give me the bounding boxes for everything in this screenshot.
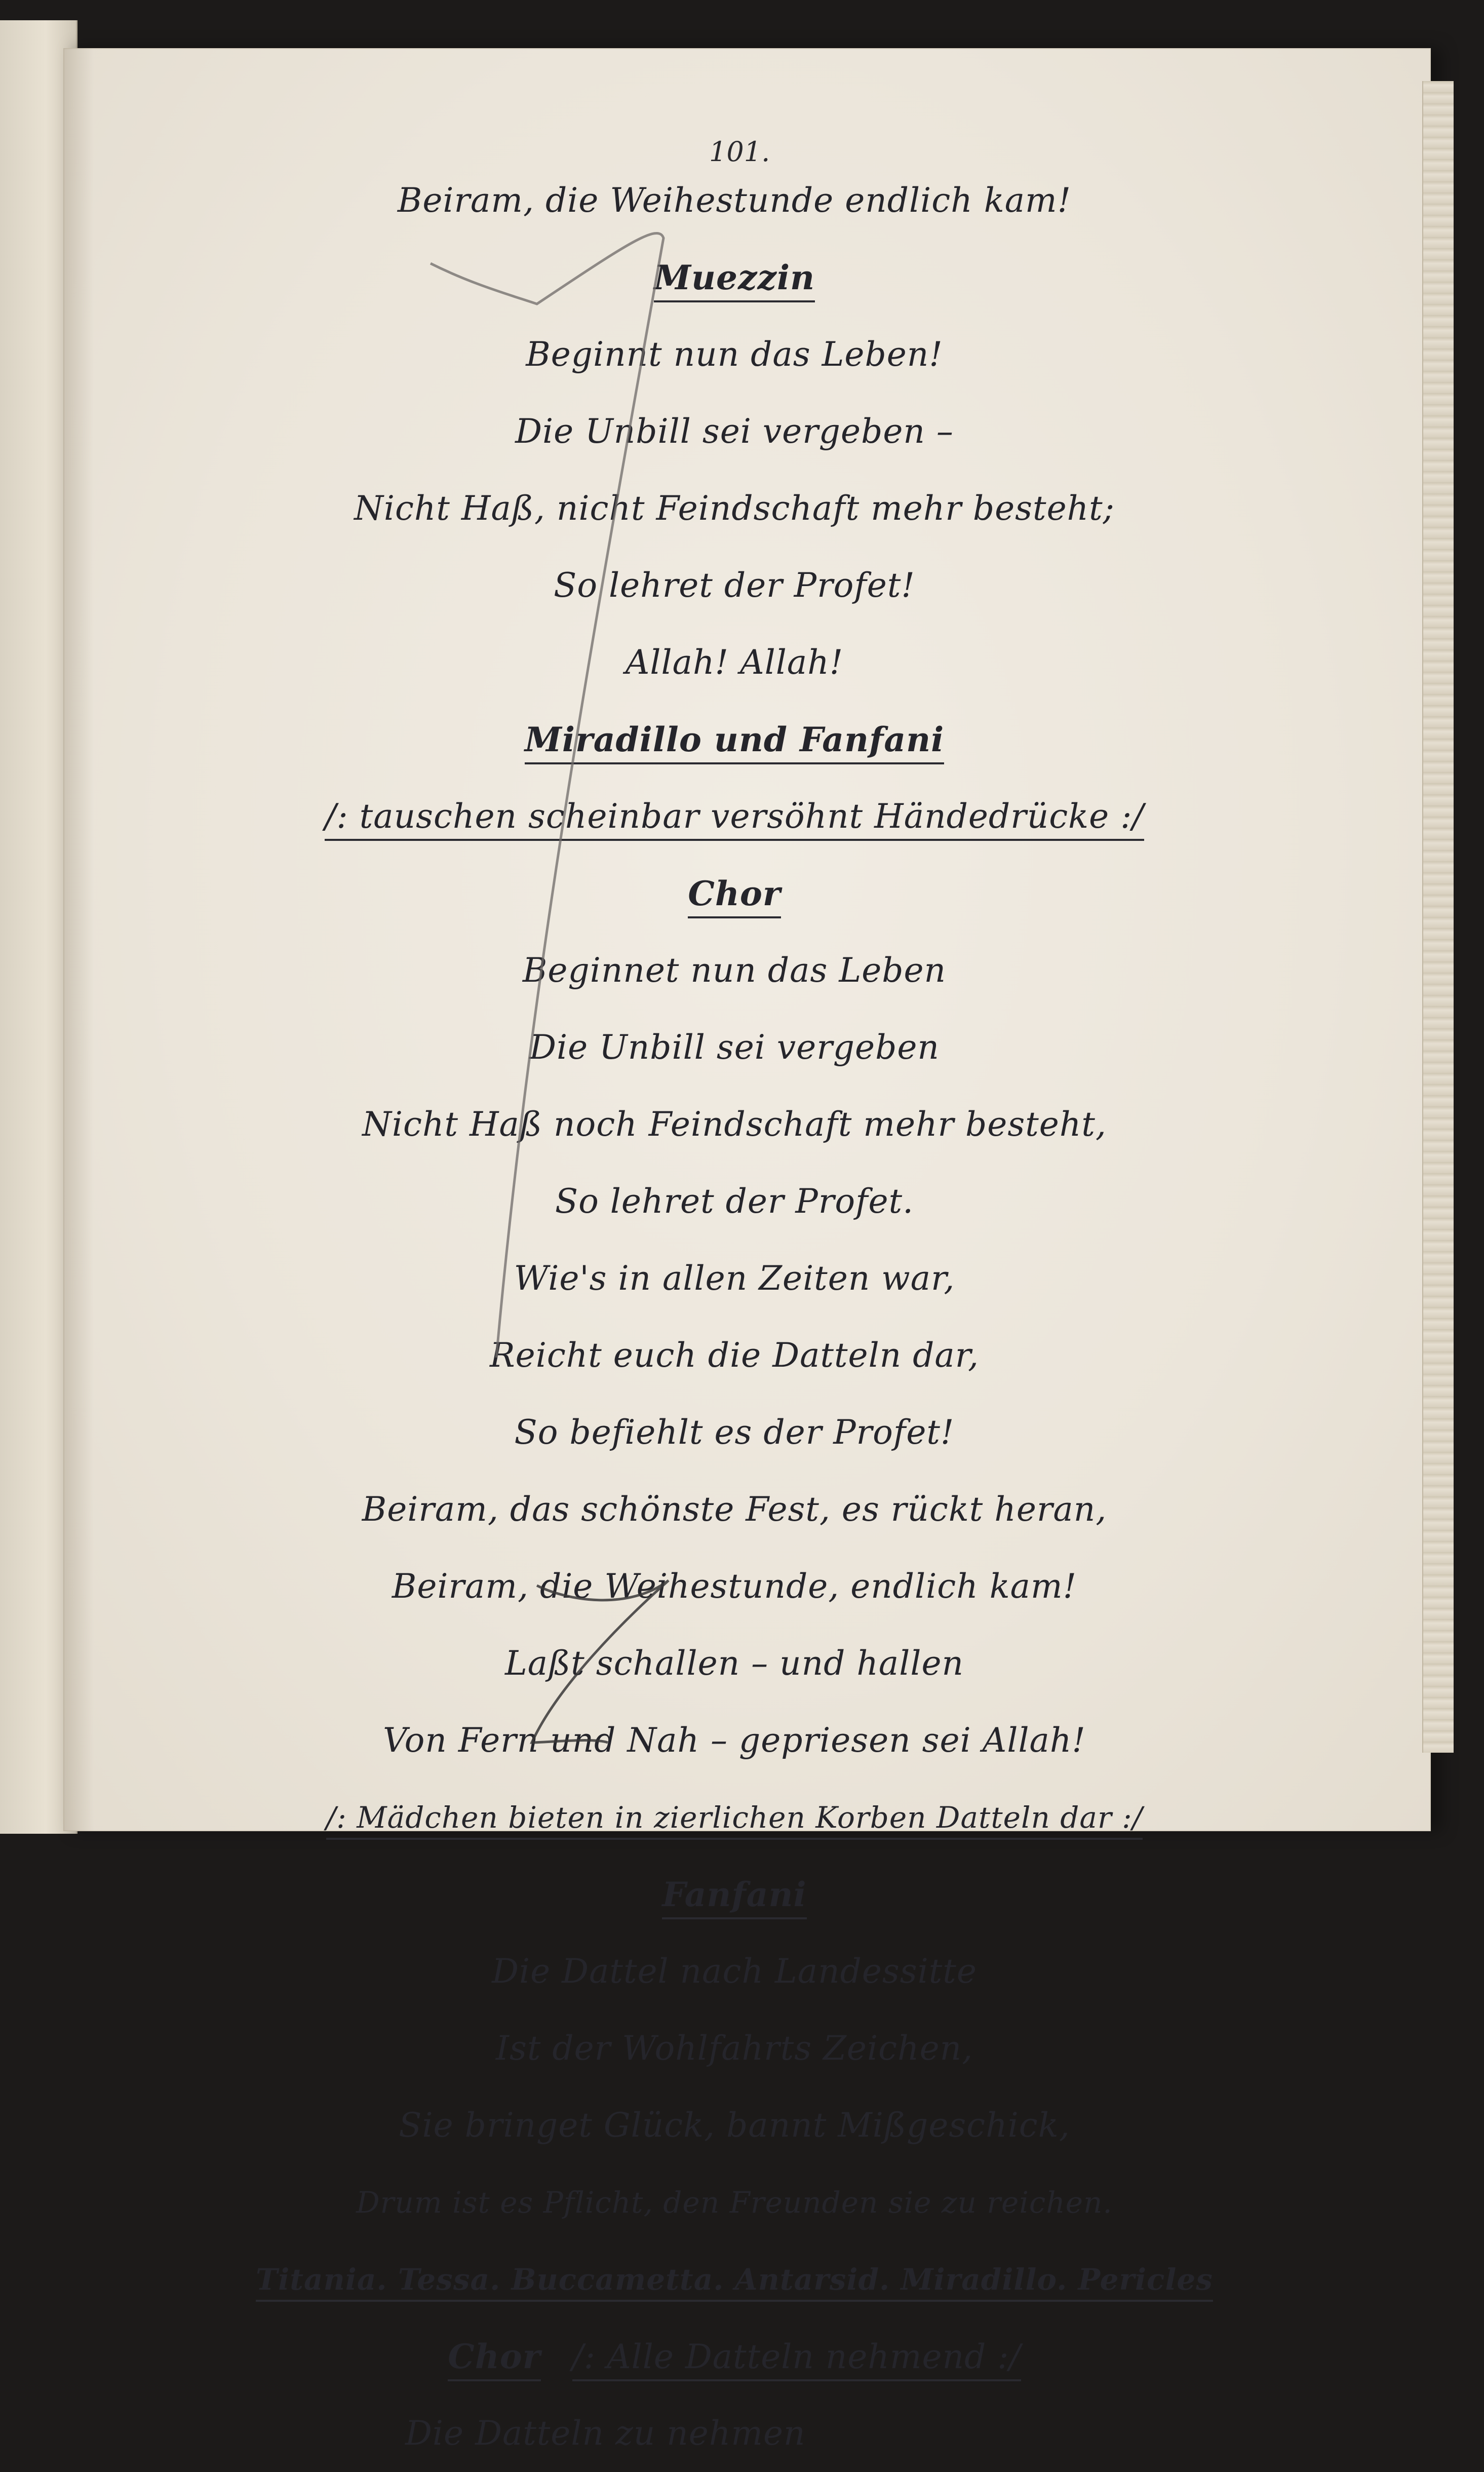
text-line: Wie's in allen Zeiten war, — [514, 1259, 955, 1298]
stage-direction: /: Alle Datteln nehmend :/ — [572, 2337, 1021, 2381]
text-line: Die Unbill sei vergeben – — [515, 412, 954, 451]
text-line: So lehret der Profet. — [555, 1182, 914, 1221]
speaker-heading: Chor — [101, 855, 1368, 932]
text-line: Laßt schallen – und hallen — [504, 1644, 964, 1683]
text-line: Nicht Haß noch Feindschaft mehr besteht, — [362, 1105, 1107, 1144]
mixed-line — [101, 2318, 1368, 2395]
text-line: Beiram, die Weihestunde, endlich kam! — [392, 1567, 1077, 1606]
text-line: Allah! Allah! — [625, 643, 844, 682]
manuscript-text — [101, 162, 1368, 2472]
text-line: Reicht euch die Datteln dar, — [489, 1336, 980, 1375]
text-line: Sie bringet Glück, bannt Mißgeschick, — [399, 2106, 1070, 2145]
page-number: 101. — [709, 136, 770, 168]
text-line: Die Dattel nach Landessitte — [492, 1952, 977, 1991]
text-line: Beiram, die Weihestunde endlich kam! — [397, 181, 1072, 220]
speaker-heading: Titania. Tessa. Buccametta. Antarsid. Miradillo. Pericles — [101, 2241, 1368, 2318]
text-line: So befiehlt es der Profet! — [514, 1413, 955, 1452]
text-line: Nicht Haß, nicht Feindschaft mehr besteht; — [354, 489, 1115, 528]
page-stack-edges — [1422, 81, 1454, 1753]
text-line: Ist der Wohlfahrts Zeichen, — [495, 2029, 973, 2068]
stage-direction: /: Mädchen bieten in zierlichen Korben Datteln dar :/ — [101, 1779, 1368, 1856]
speaker-heading: Fanfani — [101, 1856, 1368, 1933]
text-line: Die Datteln zu nehmen — [405, 2414, 806, 2453]
speaker-heading: Chor — [448, 2337, 540, 2381]
speaker-heading: Muezzin — [101, 239, 1368, 316]
text-line: Beginnt nun das Leben! — [526, 335, 943, 374]
text-line: Beiram, das schönste Fest, es rückt heran, — [362, 1490, 1107, 1529]
stage-direction: /: tauschen scheinbar versöhnt Händedrücke :/ — [101, 778, 1368, 855]
binding-fold — [63, 48, 94, 1831]
speaker-heading: Miradillo und Fanfani — [101, 701, 1368, 778]
text-line: Von Fern und Nah – gepriesen sei Allah! — [383, 1721, 1086, 1760]
text-line: Die Unbill sei vergeben — [529, 1028, 940, 1067]
text-line: Beginnet nun das Leben — [522, 951, 947, 990]
text-line: So lehret der Profet! — [554, 566, 915, 605]
text-line: Drum ist es Pflicht, den Freunden sie zu reichen. — [356, 2185, 1113, 2220]
